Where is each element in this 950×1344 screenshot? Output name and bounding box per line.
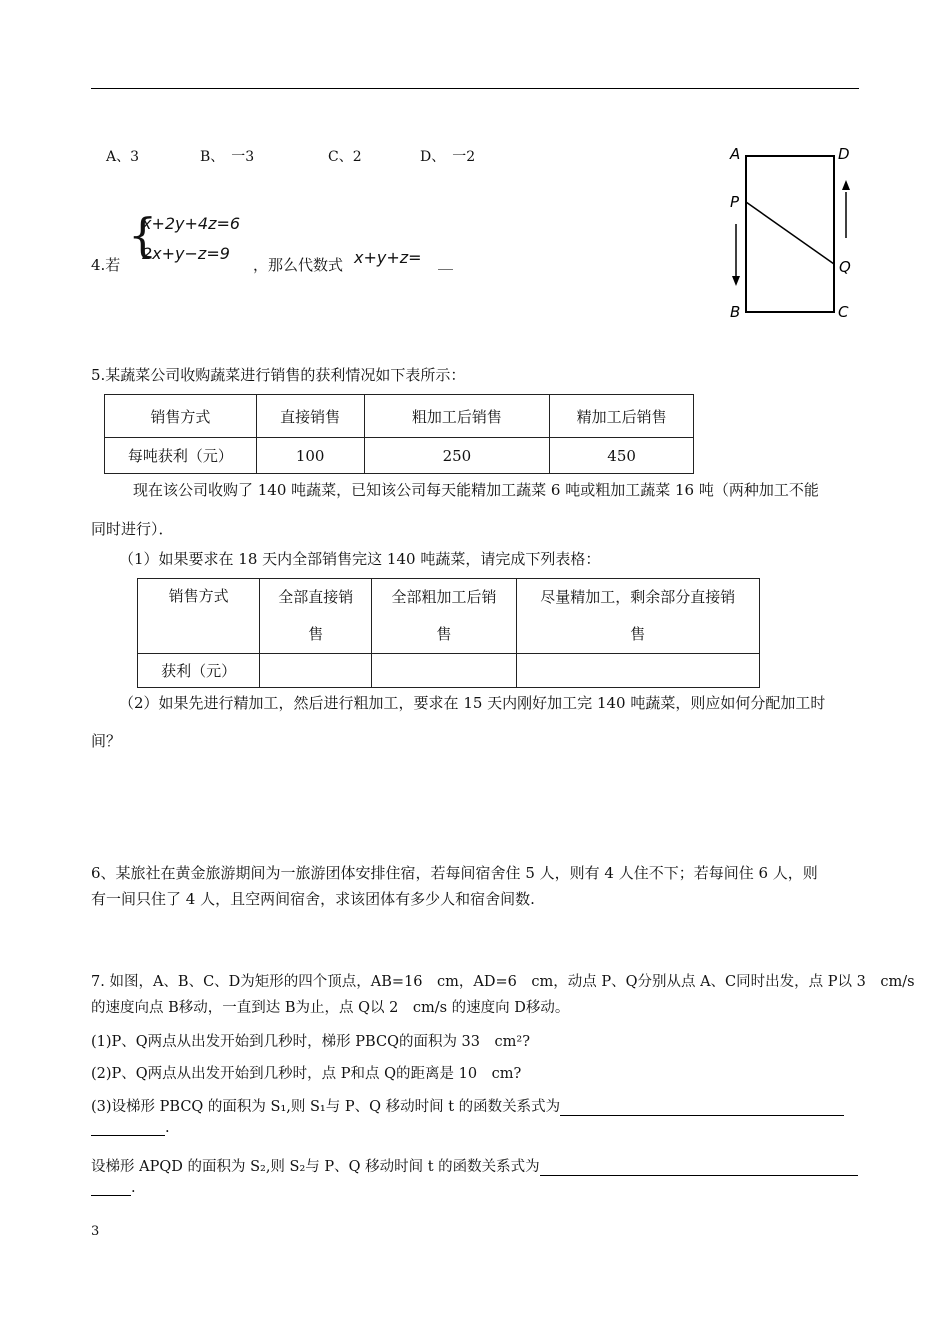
- page-number: 3: [91, 1224, 100, 1239]
- table2-row-label: 获利（元）: [138, 654, 260, 688]
- label-b: B: [730, 303, 741, 321]
- q5-subquestion-2-line1: （2）如果先进行精加工，然后进行粗加工，要求在 15 天内刚好加工完 140 吨蔬菜，则应如何分配加工时: [119, 694, 826, 712]
- equation-1: x+2y+4z=6: [142, 214, 241, 233]
- segment-pq: [746, 202, 834, 264]
- q7-part4-blank-cont[interactable]: [91, 1181, 131, 1196]
- arrow-up-icon: [842, 180, 850, 190]
- arrow-down-icon: [732, 276, 740, 286]
- q5-subquestion-2-line2: 间？: [91, 732, 122, 750]
- q7-part3-text: (3)设梯形 PBCQ 的面积为 S₁,则 S₁与 P、Q 移动时间 t 的函数关系式为: [91, 1099, 561, 1115]
- q4-expression: x+y+z=: [354, 248, 422, 267]
- rectangle-figure: [718, 140, 868, 325]
- table1-cell-0: 每吨获利（元）: [105, 438, 257, 474]
- q7-part4-blank[interactable]: [540, 1161, 858, 1176]
- table1-cell-2: 250: [364, 438, 550, 474]
- table2-header-2: [372, 579, 516, 654]
- q7-part3-blank[interactable]: [560, 1101, 844, 1116]
- table2-header-2-line1: 全部粗加工后销: [391, 588, 497, 606]
- q7-part3-end: .: [165, 1120, 170, 1136]
- table1-header-3: 精加工后销售: [550, 395, 694, 438]
- rectangle-abcd: [746, 156, 834, 312]
- table1-header-1: 直接销售: [256, 395, 364, 438]
- q4-prefix: 4.若: [91, 256, 121, 274]
- option-b: B、 一3: [200, 149, 255, 165]
- table2-header-3: [516, 579, 759, 654]
- q7-part3: [91, 1095, 844, 1116]
- q7-part4: [91, 1155, 858, 1176]
- table2-header-3-line2: 售: [630, 625, 646, 643]
- table2-header-2-line2: 售: [436, 625, 452, 643]
- q7-part4-text: 设梯形 APQD 的面积为 S₂,则 S₂与 P、Q 移动时间 t 的函数关系式为: [91, 1159, 540, 1175]
- q7-line2: 的速度向点 B移动，一直到达 B为止，点 Q以 2 cm/s 的速度向 D移动。: [91, 1000, 570, 1016]
- equation-2: 2x+y−z=9: [142, 244, 230, 263]
- q7-line1: 7. 如图，A、B、C、D为矩形的四个顶点，AB=16 cm，AD=6 cm，动点 P、Q分别从点 A、C同时出发，点 P以 3 cm/s: [91, 974, 915, 990]
- label-p: P: [730, 193, 740, 211]
- option-d: D、 一2: [420, 149, 476, 165]
- q6-line1: 6、某旅社在黄金旅游期间为一旅游团体安排住宿，若每间宿舍住 5 人，则有 4 人住不下；若每间住 6 人，则: [91, 864, 818, 882]
- option-a: A、3: [106, 149, 140, 165]
- table1-header-2: 粗加工后销售: [364, 395, 550, 438]
- q7-part3-blank-cont[interactable]: [91, 1121, 165, 1136]
- option-c: C、2: [328, 149, 362, 165]
- header-rule: [91, 88, 859, 89]
- q5-subquestion-1: （1）如果要求在 18 天内全部销售完这 140 吨蔬菜，请完成下列表格：: [119, 550, 601, 568]
- table1-cell-1: 100: [256, 438, 364, 474]
- q4-middle-text: ，那么代数式: [253, 256, 344, 274]
- q7-part1: (1)P、Q两点从出发开始到几秒时，梯形 PBCQ的面积为 33 cm²?: [91, 1034, 530, 1050]
- q6-line2: 有一间只住了 4 人，且空两间宿舍，求该团体有多少人和宿舍间数.: [91, 890, 535, 908]
- q7-part4-end: .: [131, 1180, 136, 1196]
- q7-part2: (2)P、Q两点从出发开始到几秒时，点 P和点 Q的距离是 10 cm?: [91, 1066, 522, 1082]
- equation-system: [128, 210, 258, 268]
- label-c: C: [838, 303, 849, 321]
- table2-header-1-line2: 售: [308, 625, 324, 643]
- q4-answer-blank: __: [438, 252, 453, 270]
- label-d: D: [838, 145, 850, 163]
- q5-paragraph-line1: 现在该公司收购了 140 吨蔬菜，已知该公司每天能精加工蔬菜 6 吨或粗加工蔬菜 16 吨（两种加工不能: [133, 481, 819, 499]
- brace-symbol: {: [128, 208, 158, 262]
- q5-intro: 5.某蔬菜公司收购蔬菜进行销售的获利情况如下表所示：: [91, 366, 466, 384]
- label-a: A: [730, 145, 741, 163]
- label-q: Q: [839, 258, 851, 276]
- table2-header-3-line1: 尽量精加工，剩余部分直接销: [540, 588, 736, 606]
- table2-header-1: [260, 579, 372, 654]
- table2-answer-cell-1[interactable]: [260, 654, 372, 688]
- q7-part3-continuation: [91, 1120, 170, 1136]
- profit-table: [104, 394, 694, 474]
- q5-paragraph-line2: 同时进行）．: [91, 520, 174, 538]
- q7-part4-continuation: [91, 1180, 136, 1196]
- table1-header-0: 销售方式: [105, 395, 257, 438]
- table1-cell-3: 450: [550, 438, 694, 474]
- sales-plan-table: [137, 578, 760, 688]
- table2-header-0: 销售方式: [138, 579, 260, 654]
- table2-header-1-line1: 全部直接销: [278, 588, 354, 606]
- table2-answer-cell-3[interactable]: [516, 654, 759, 688]
- table2-answer-cell-2[interactable]: [372, 654, 516, 688]
